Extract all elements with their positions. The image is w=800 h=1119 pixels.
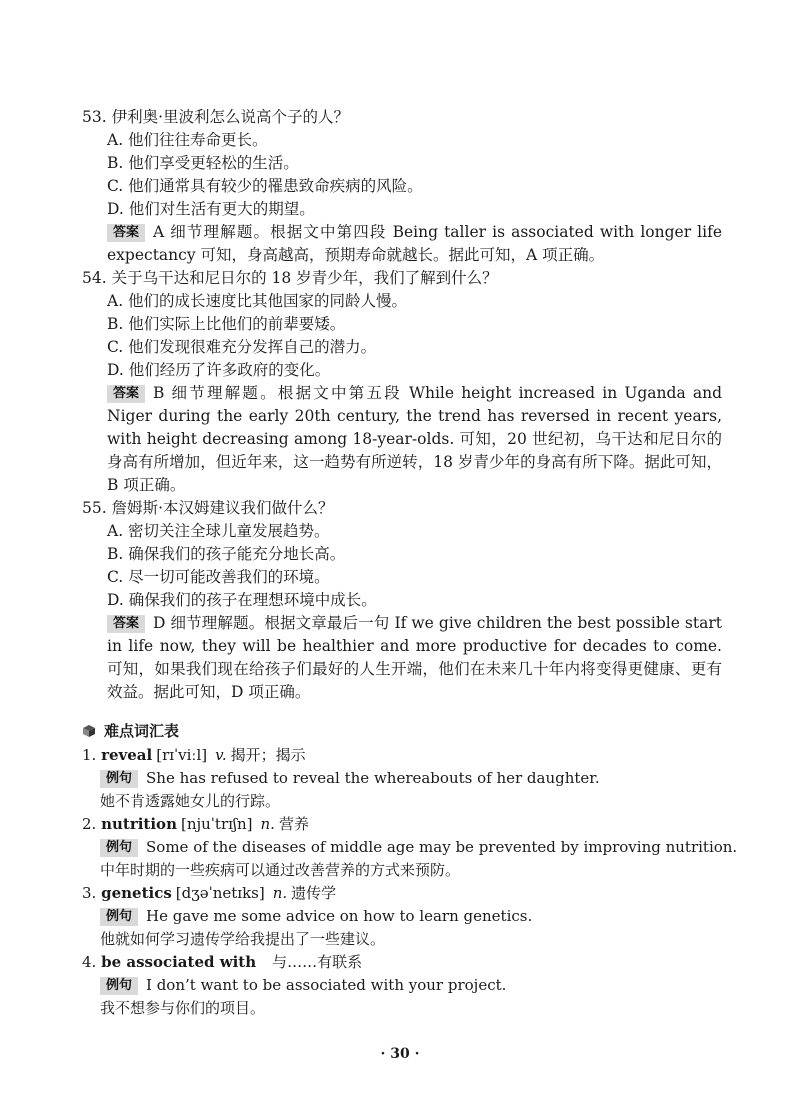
vocab-pos: v. <box>215 746 227 764</box>
vocab-head <box>82 882 722 905</box>
example-en <box>82 836 738 859</box>
example-en-text: She has refused to reveal the whereabouts of her daughter. <box>146 769 600 787</box>
example-tag: 例句 <box>100 977 138 995</box>
example-en <box>82 905 722 928</box>
vocab-word: be associated with <box>101 953 257 971</box>
vocab-item <box>82 813 738 882</box>
vocab-list <box>82 744 738 1020</box>
vocab-num: 4. <box>82 953 97 971</box>
question-54 <box>82 267 722 497</box>
answer-text: A 细节理解题。根据文中第四段 Being taller is associated with longer life expectancy 可知，身高越高，预期寿命就越长。据此可知，A 项正确。 <box>107 223 722 264</box>
option-a: A. 密切关注全球儿童发展趋势。 <box>107 522 330 540</box>
vocab-item <box>82 744 722 813</box>
vocab-num: 3. <box>82 884 97 902</box>
vocab-pos: n. <box>260 815 275 833</box>
question-list <box>0 106 738 1020</box>
example-en-text: Some of the diseases of middle age may be prevented by improving nutrition. <box>146 838 738 856</box>
option-a: A. 他们往往寿命更长。 <box>107 131 268 149</box>
option-b: B. 确保我们的孩子能充分地长高。 <box>107 545 346 563</box>
vocab-word: nutrition <box>101 815 177 833</box>
vocab-head <box>82 951 722 974</box>
vocab-phonetic: [dʒəˈnetɪks] <box>175 884 265 902</box>
vocab-word: reveal <box>101 746 153 764</box>
vocab-meaning: 遗传学 <box>291 884 337 902</box>
example-en <box>82 767 722 790</box>
answer-block <box>82 382 722 497</box>
option-d: D. 确保我们的孩子在理想环境中成长。 <box>107 591 377 609</box>
cube-icon <box>82 724 96 738</box>
vocab-section-label: 难点词汇表 <box>104 722 180 740</box>
example-zh: 中年时期的一些疾病可以通过改善营养的方式来预防。 <box>100 861 461 879</box>
example-tag: 例句 <box>100 908 138 926</box>
example-en-text: He gave me some advice on how to learn genetics. <box>146 907 533 925</box>
option-c: C. 尽一切可能改善我们的环境。 <box>107 568 330 586</box>
option-c: C. 他们通常具有较少的罹患致命疾病的风险。 <box>107 177 423 195</box>
question-53 <box>82 106 722 267</box>
example-en <box>82 974 722 997</box>
example-zh: 我不想参与你们的项目。 <box>100 999 266 1017</box>
answer-tag: 答案 <box>107 615 145 633</box>
vocab-phonetic: [njuˈtrɪʃn] <box>180 815 253 833</box>
example-en-text: I don’t want to be associated with your project. <box>146 976 507 994</box>
vocab-num: 1. <box>82 746 97 764</box>
example-tag: 例句 <box>100 770 138 788</box>
option-b: B. 他们享受更轻松的生活。 <box>107 154 299 172</box>
question-title: 53. 伊利奥·里波利怎么说高个子的人？ <box>82 108 350 126</box>
question-title: 54. 关于乌干达和尼日尔的 18 岁青少年，我们了解到什么？ <box>82 269 498 287</box>
option-c: C. 他们发现很难充分发挥自己的潜力。 <box>107 338 377 356</box>
vocab-word: genetics <box>101 884 172 902</box>
vocab-pos: n. <box>272 884 288 902</box>
vocab-meaning: 营养 <box>278 815 309 833</box>
answer-text: D 细节理解题。根据文章最后一句 If we give children the best possible start in life now, they will be healthier and more productive for decades to come. 可知，如果我们现在给孩子们最好的人生开端，他们在未来几十年内将变得更健康、更有效益。据此可知，D 项正确。 <box>107 614 722 701</box>
answer-tag: 答案 <box>107 385 145 403</box>
answer-tag: 答案 <box>107 224 145 242</box>
vocab-meaning: 揭开；揭示 <box>230 746 306 764</box>
example-tag: 例句 <box>100 839 138 857</box>
vocab-num: 2. <box>82 815 97 833</box>
vocab-item <box>82 882 722 951</box>
vocab-item <box>82 951 722 1020</box>
answer-block <box>82 221 722 267</box>
question-55 <box>82 497 722 704</box>
vocab-section-title <box>82 718 722 744</box>
question-title: 55. 詹姆斯·本汉姆建议我们做什么？ <box>82 499 334 517</box>
page-number: · 30 · <box>380 1046 420 1062</box>
vocab-head <box>82 813 722 836</box>
answer-text: B 细节理解题。根据文中第五段 While height increased in Uganda and Niger during the early 20th century, the trend has reversed in recent years, with height decreasing among 18-year-olds. 可知，20 世纪初，乌干达和尼日尔的身高有所增加，但近年来，这一趋势有所逆转，18 岁青少年的身高有所下降。据此可知，B 项正确。 <box>107 384 722 494</box>
option-b: B. 他们实际上比他们的前辈要矮。 <box>107 315 346 333</box>
example-zh: 她不肯透露她女儿的行踪。 <box>100 792 281 810</box>
vocab-meaning: 与……有联系 <box>272 953 363 971</box>
option-a: A. 他们的成长速度比其他国家的同龄人慢。 <box>107 292 408 310</box>
example-zh: 他就如何学习遗传学给我提出了一些建议。 <box>100 930 386 948</box>
option-d: D. 他们对生活有更大的期望。 <box>107 200 315 218</box>
vocab-head <box>82 744 722 767</box>
answer-block <box>82 612 722 704</box>
vocab-phonetic: [rɪˈviːl] <box>156 746 208 764</box>
option-d: D. 他们经历了许多政府的变化。 <box>107 361 331 379</box>
